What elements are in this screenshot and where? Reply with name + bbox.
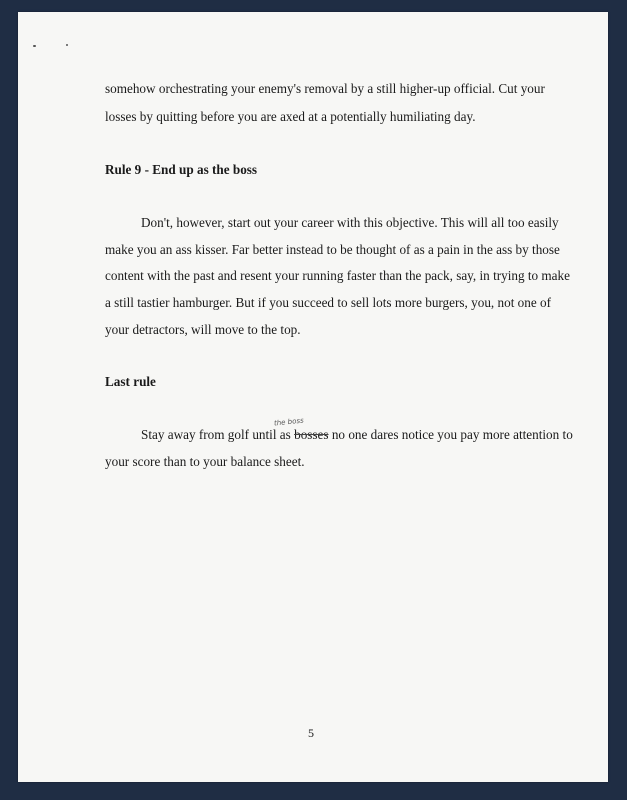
page-number: 5 <box>308 726 314 740</box>
struck-out-word: bosses <box>294 427 329 442</box>
line-text-after: no one dares notice you pay more attention to <box>328 427 573 442</box>
body-line: make you an ass kisser. Far better instead to be thought of as a pain in the ass by those <box>105 242 560 257</box>
section-heading-rule-9: Rule 9 - End up as the boss <box>105 162 258 177</box>
paper-page <box>18 12 608 782</box>
line-text-before: Stay away from golf until as <box>141 427 295 442</box>
scan-speck <box>66 44 68 46</box>
body-line: a still tastier hamburger. But if you succeed to sell lots more burgers, you, not one of <box>105 295 551 310</box>
body-line-with-edit <box>141 427 573 443</box>
body-line: your detractors, will move to the top. <box>105 322 301 337</box>
body-line: content with the past and resent your running faster than the pack, say, in trying to make <box>105 268 570 283</box>
handwritten-insertion: the boss <box>273 416 305 428</box>
scan-speck <box>33 45 36 47</box>
body-line: Don't, however, start out your career with this objective. This will all too easily <box>141 215 559 230</box>
body-line: somehow orchestrating your enemy's removal by a still higher-up official. Cut your <box>105 81 545 96</box>
section-heading-last-rule: Last rule <box>105 374 156 389</box>
body-line: your score than to your balance sheet. <box>105 454 305 469</box>
body-line: losses by quitting before you are axed at a potentially humiliating day. <box>105 109 476 124</box>
